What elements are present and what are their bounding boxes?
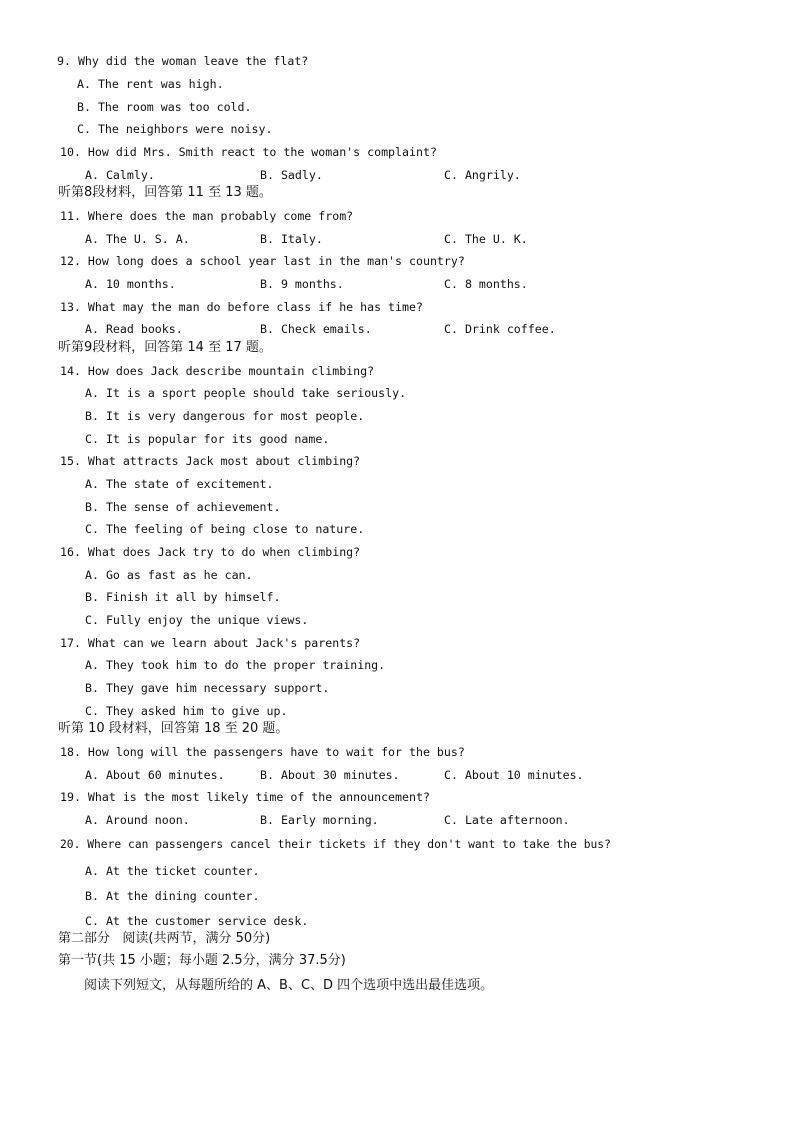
question-17: 17. What can we learn about Jack's parents?: [60, 636, 361, 650]
q16-option-b: B. Finish it all by himself.: [85, 590, 281, 604]
q17-option-c: C. They asked him to give up.: [85, 704, 288, 718]
q12-option-c: C. 8 months.: [444, 277, 528, 291]
q15-option-a: A. The state of excitement.: [85, 477, 274, 491]
q18-option-c: C. About 10 minutes.: [444, 768, 584, 782]
q18-option-b: B. About 30 minutes.: [260, 768, 400, 782]
question-13: 13. What may the man do before class if he has time?: [60, 300, 423, 314]
part-2-heading: 第二部分 阅读(共两节，满分 50分): [58, 931, 271, 946]
q18-option-a: A. About 60 minutes.: [85, 768, 225, 782]
q11-option-a: A. The U. S. A.: [85, 232, 190, 246]
question-18: 18. How long will the passengers have to wait for the bus?: [60, 745, 465, 759]
q15-option-b: B. The sense of achievement.: [85, 500, 281, 514]
section-10-heading: 听第 10 段材料，回答第 18 至 20 题。: [58, 721, 289, 736]
q14-option-c: C. It is popular for its good name.: [85, 432, 330, 446]
q16-option-c: C. Fully enjoy the unique views.: [85, 613, 309, 627]
q20-option-b: B. At the dining counter.: [85, 889, 260, 903]
q14-option-b: B. It is very dangerous for most people.: [85, 409, 365, 423]
q16-option-a: A. Go as fast as he can.: [85, 568, 253, 582]
q9-option-a: A. The rent was high.: [77, 77, 224, 91]
q13-option-a: A. Read books.: [85, 322, 183, 336]
section-1-heading: 第一节(共 15 小题；每小题 2.5分，满分 37.5分): [58, 953, 346, 968]
q15-option-c: C. The feeling of being close to nature.: [85, 522, 365, 536]
section-9-heading: 听第9段材料，回答第 14 至 17 题。: [58, 340, 272, 355]
q11-option-c: C. The U. K.: [444, 232, 528, 246]
question-14: 14. How does Jack describe mountain climbing?: [60, 364, 375, 378]
q13-option-c: C. Drink coffee.: [444, 322, 556, 336]
q12-option-a: A. 10 months.: [85, 277, 176, 291]
q12-option-b: B. 9 months.: [260, 277, 344, 291]
question-19: 19. What is the most likely time of the announcement?: [60, 790, 430, 804]
question-12: 12. How long does a school year last in the man's country?: [60, 254, 465, 268]
question-11: 11. Where does the man probably come from?: [60, 209, 354, 223]
q10-option-a: A. Calmly.: [85, 168, 155, 182]
q19-option-c: C. Late afternoon.: [444, 813, 570, 827]
q13-option-b: B. Check emails.: [260, 322, 372, 336]
question-15: 15. What attracts Jack most about climbing?: [60, 454, 361, 468]
question-9: 9. Why did the woman leave the flat?: [57, 54, 309, 68]
reading-instruction: 阅读下列短文，从每题所给的 A、B、C、D 四个选项中选出最佳选项。: [84, 978, 494, 993]
q17-option-a: A. They took him to do the proper training.: [85, 658, 386, 672]
q14-option-a: A. It is a sport people should take seriously.: [85, 386, 407, 400]
q20-option-a: A. At the ticket counter.: [85, 864, 260, 878]
section-8-heading: 听第8段材料，回答第 11 至 13 题。: [58, 185, 272, 200]
question-16: 16. What does Jack try to do when climbing?: [60, 545, 361, 559]
question-20: 20. Where can passengers cancel their tickets if they don't want to take the bus?: [60, 838, 611, 851]
q10-option-c: C. Angrily.: [444, 168, 521, 182]
q10-option-b: B. Sadly.: [260, 168, 323, 182]
q19-option-b: B. Early morning.: [260, 813, 379, 827]
q20-option-c: C. At the customer service desk.: [85, 914, 309, 928]
q17-option-b: B. They gave him necessary support.: [85, 681, 330, 695]
q9-option-c: C. The neighbors were noisy.: [77, 122, 273, 136]
q19-option-a: A. Around noon.: [85, 813, 190, 827]
q11-option-b: B. Italy.: [260, 232, 323, 246]
question-10: 10. How did Mrs. Smith react to the woman's complaint?: [60, 145, 437, 159]
q9-option-b: B. The room was too cold.: [77, 100, 252, 114]
